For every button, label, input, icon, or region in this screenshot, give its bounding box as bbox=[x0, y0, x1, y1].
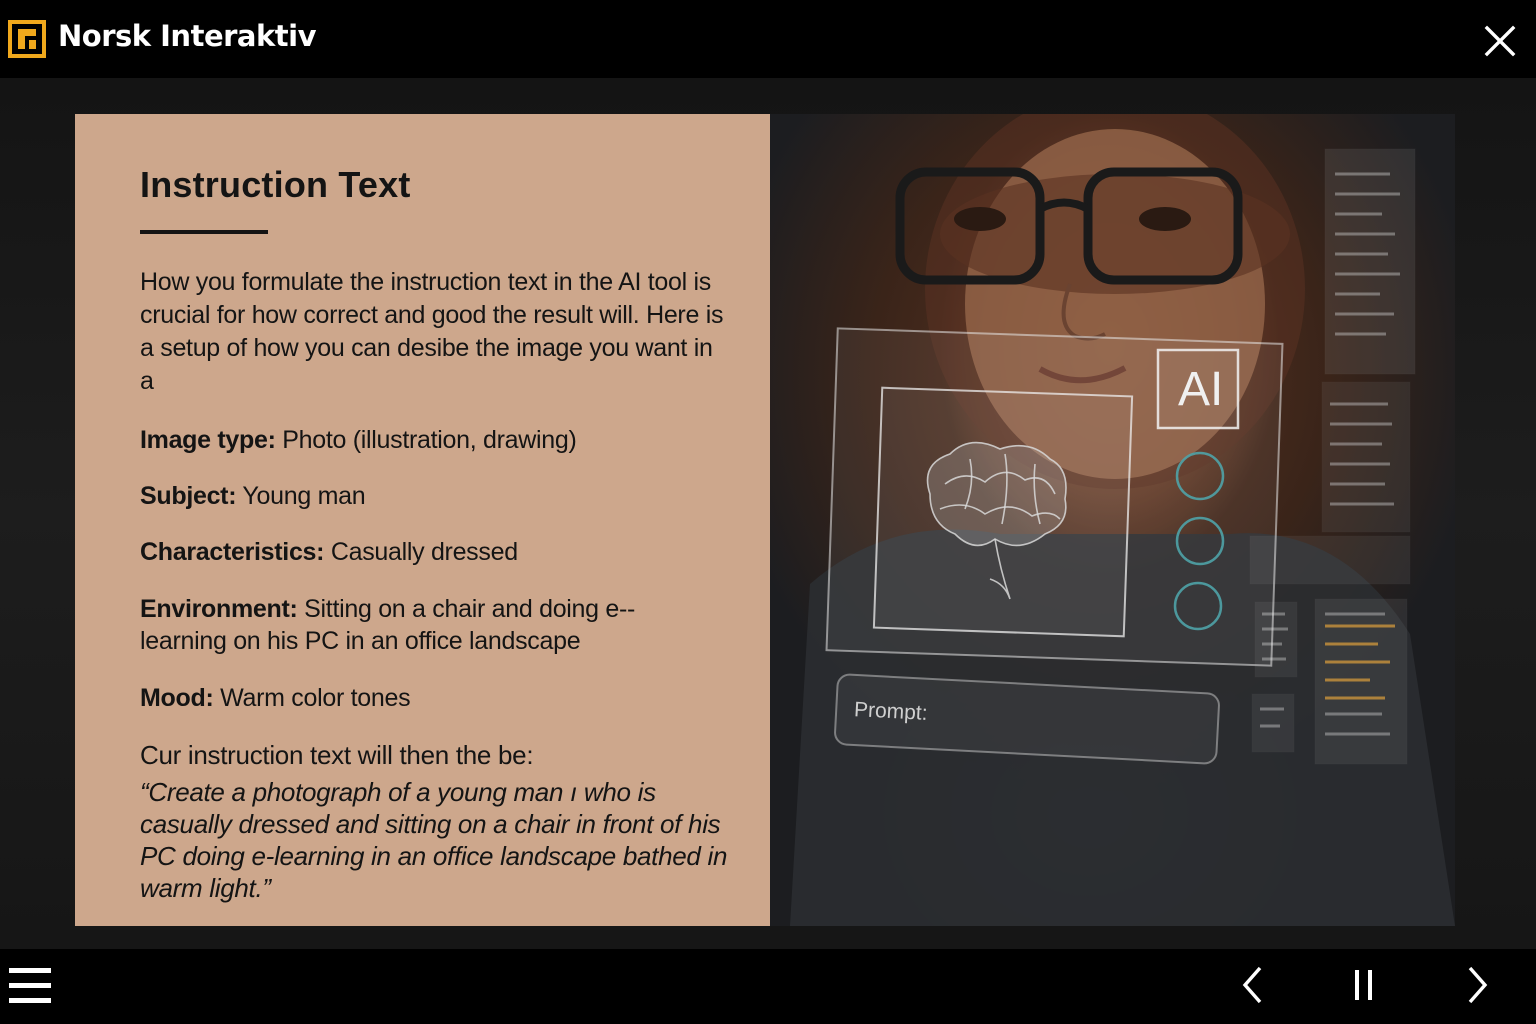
field-value: Casually dressed bbox=[324, 538, 518, 566]
field-image-type bbox=[140, 424, 740, 456]
field-value: Photo (illustration, drawing) bbox=[275, 426, 577, 454]
title-underline bbox=[140, 230, 268, 234]
field-value: Young man bbox=[236, 482, 366, 510]
field-label: Environment: bbox=[140, 595, 298, 623]
slide bbox=[75, 114, 1455, 926]
field-subject bbox=[140, 480, 740, 512]
pause-icon[interactable] bbox=[1346, 964, 1382, 1006]
norsk-interaktiv-logo-icon bbox=[8, 20, 46, 58]
intro-paragraph: How you formulate the instruction text in the AI tool is crucial for how correct and good the result will. Here is a setup of how you can desibe the image you want in a bbox=[140, 268, 724, 395]
top-bar bbox=[0, 0, 1536, 78]
close-icon[interactable] bbox=[1482, 23, 1518, 59]
example-prompt-quote: “Create a photograph of a young man ı who is casually dressed and sitting on a chair in front of his PC doing e-learning in an office landscape bathed in warm light.” bbox=[140, 777, 728, 903]
ai-badge-label: AI bbox=[1178, 363, 1224, 416]
field-characteristics bbox=[140, 536, 740, 568]
hamburger-menu-icon[interactable] bbox=[9, 966, 53, 1006]
prompt-label: Prompt: bbox=[853, 698, 929, 725]
chevron-right-icon[interactable] bbox=[1458, 964, 1494, 1006]
field-environment bbox=[140, 593, 685, 657]
field-value: Warm color tones bbox=[213, 684, 411, 712]
field-label: Image type: bbox=[140, 426, 276, 454]
chevron-left-icon[interactable] bbox=[1236, 964, 1272, 1006]
instruction-panel bbox=[75, 114, 770, 926]
field-mood bbox=[140, 682, 740, 714]
app-title: Norsk Interaktiv bbox=[58, 19, 316, 53]
field-label: Subject: bbox=[140, 482, 237, 510]
quote-lead: Cur instruction text will then the be: bbox=[140, 740, 534, 770]
illustration-photo bbox=[770, 114, 1455, 926]
field-label: Characteristics: bbox=[140, 538, 325, 566]
bottom-bar bbox=[0, 949, 1536, 1024]
ai-hologram-illustration bbox=[770, 114, 1455, 926]
slide-title: Instruction Text bbox=[140, 164, 411, 205]
field-label: Mood: bbox=[140, 684, 214, 712]
field-value: Sitting on a chair and doing e--learning on his PC in an office landscape bbox=[140, 595, 636, 655]
